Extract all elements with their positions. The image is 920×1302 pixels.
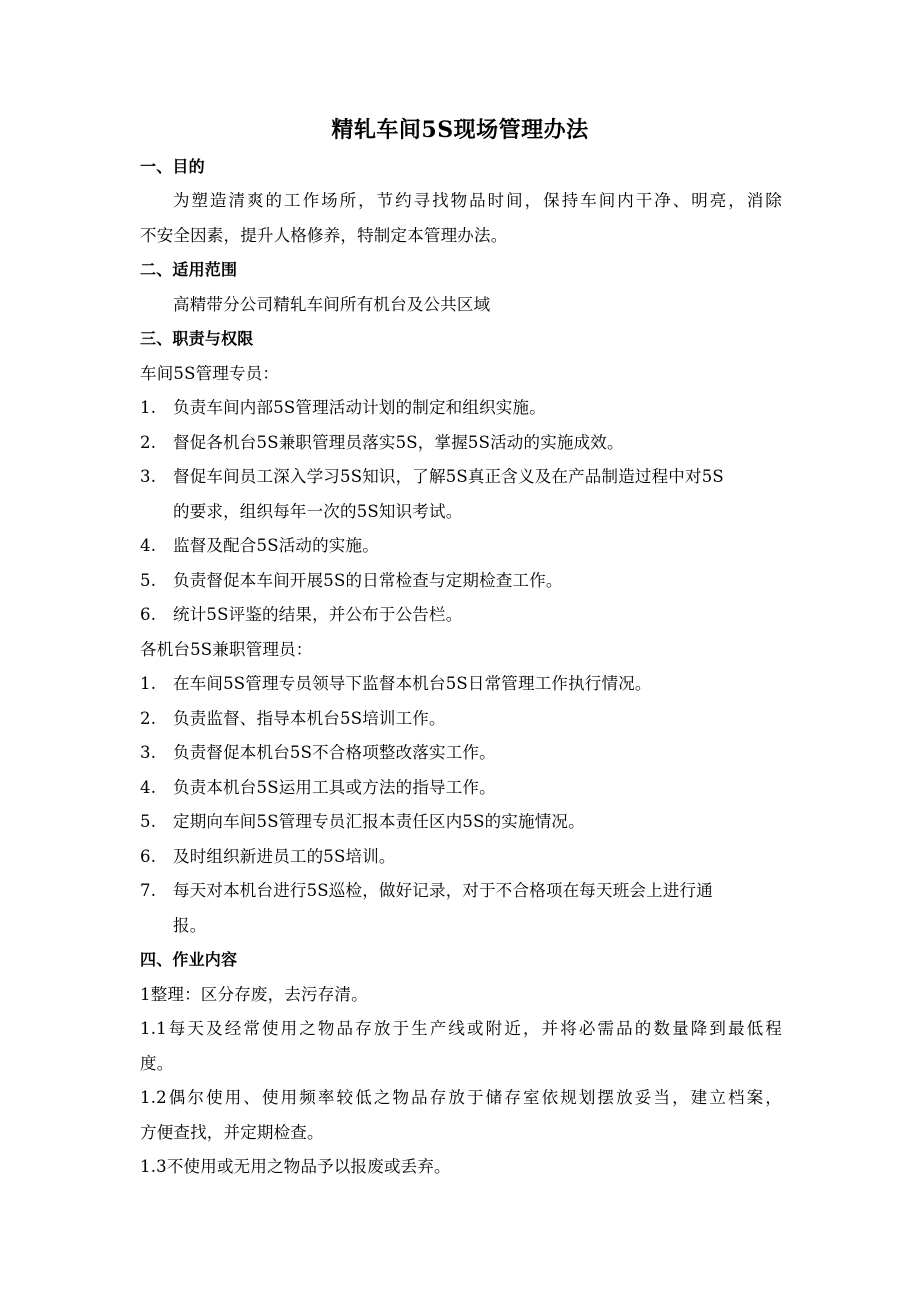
item-1-2-line-2: 方便查找，并定期检查。: [140, 1123, 324, 1142]
list-item-text: 负责监督、指导本机台5S培训工作。: [173, 709, 446, 728]
item-1-3: 1.3不使用或无用之物品予以报废或丢弃。: [140, 1157, 451, 1176]
list-item-continuation: 的要求，组织每年一次的5S知识考试。: [173, 502, 463, 521]
list-item: [140, 396, 782, 420]
list-item: [140, 672, 782, 696]
machine-admin-label: 各机台5S兼职管理员：: [140, 640, 313, 659]
list-item: [140, 845, 782, 869]
list-item-number: 2.: [140, 709, 157, 728]
item-1-1-line-2: 度。: [140, 1054, 174, 1073]
item-1-2-line-1: 1.2偶尔使用、使用频率较低之物品存放于储存室依规划摆放妥当，建立档案，: [140, 1088, 782, 1107]
list-item-text: 负责督促本车间开展5S的日常检查与定期检查工作。: [173, 571, 563, 590]
list-item-text: 定期向车间5S管理专员汇报本责任区内5S的实施情况。: [173, 812, 585, 831]
workshop-specialist-label: 车间5S管理专员：: [140, 364, 280, 383]
list-item: [140, 707, 782, 731]
list-item-number: 4.: [140, 536, 157, 555]
list-item-continuation: 报。: [173, 916, 207, 935]
list-item-number: 5.: [140, 571, 157, 590]
list-item: [140, 569, 782, 593]
list-item: [140, 810, 782, 834]
item-1-1-line-1: 1.1每天及经常使用之物品存放于生产线或附近，并将必需品的数量降到最低程: [140, 1019, 782, 1038]
list-item: [140, 776, 782, 800]
list-item: [140, 603, 782, 627]
list-item-number: 3.: [140, 467, 157, 486]
list-item-text: 监督及配合5S活动的实施。: [173, 536, 379, 555]
list-item-number: 2.: [140, 433, 157, 452]
list-item-text: 在车间5S管理专员领导下监督本机台5S日常管理工作执行情况。: [173, 674, 652, 693]
sort-label: 1整理：区分存废，去污存清。: [140, 985, 368, 1004]
list-item-number: 3.: [140, 743, 157, 762]
list-item-text: 督促车间员工深入学习5S知识，了解5S真正含义及在产品制造过程中对5S: [173, 467, 724, 486]
section-heading-purpose: 一、目的: [140, 157, 205, 176]
list-item-number: 6.: [140, 847, 157, 866]
list-item-number: 4.: [140, 778, 157, 797]
list-item: [140, 465, 782, 489]
section-heading-responsibilities: 三、职责与权限: [140, 329, 254, 348]
list-item-text: 负责督促本机台5S不合格项整改落实工作。: [173, 743, 496, 762]
document-title: 精轧车间5S现场管理办法: [331, 117, 589, 143]
list-item-number: 7.: [140, 881, 157, 900]
purpose-paragraph-line-2: 不安全因素，提升人格修养，特制定本管理办法。: [140, 226, 508, 245]
list-item: [140, 741, 782, 765]
list-item-text: 及时组织新进员工的5S培训。: [173, 847, 396, 866]
list-item-number: 5.: [140, 812, 157, 831]
purpose-paragraph-line-1: 为塑造清爽的工作场所，节约寻找物品时间，保持车间内干净、明亮，消除: [173, 191, 782, 210]
section-heading-work-content: 四、作业内容: [140, 950, 238, 969]
list-item: [140, 879, 782, 903]
list-item-text: 督促各机台5S兼职管理员落实5S，掌握5S活动的实施成效。: [173, 433, 624, 452]
list-item: [140, 534, 782, 558]
list-item-text: 负责车间内部5S管理活动计划的制定和组织实施。: [173, 398, 546, 417]
list-item-text: 统计5S评鉴的结果，并公布于公告栏。: [173, 605, 463, 624]
list-item-text: 每天对本机台进行5S巡检，做好记录，对于不合格项在每天班会上进行通: [173, 881, 713, 900]
list-item-text: 负责本机台5S运用工具或方法的指导工作。: [173, 778, 496, 797]
section-heading-scope: 二、适用范围: [140, 260, 238, 279]
list-item-number: 1.: [140, 674, 157, 693]
scope-paragraph: 高精带分公司精轧车间所有机台及公共区域: [173, 295, 491, 314]
list-item-number: 6.: [140, 605, 157, 624]
list-item: [140, 431, 782, 455]
list-item-number: 1.: [140, 398, 157, 417]
